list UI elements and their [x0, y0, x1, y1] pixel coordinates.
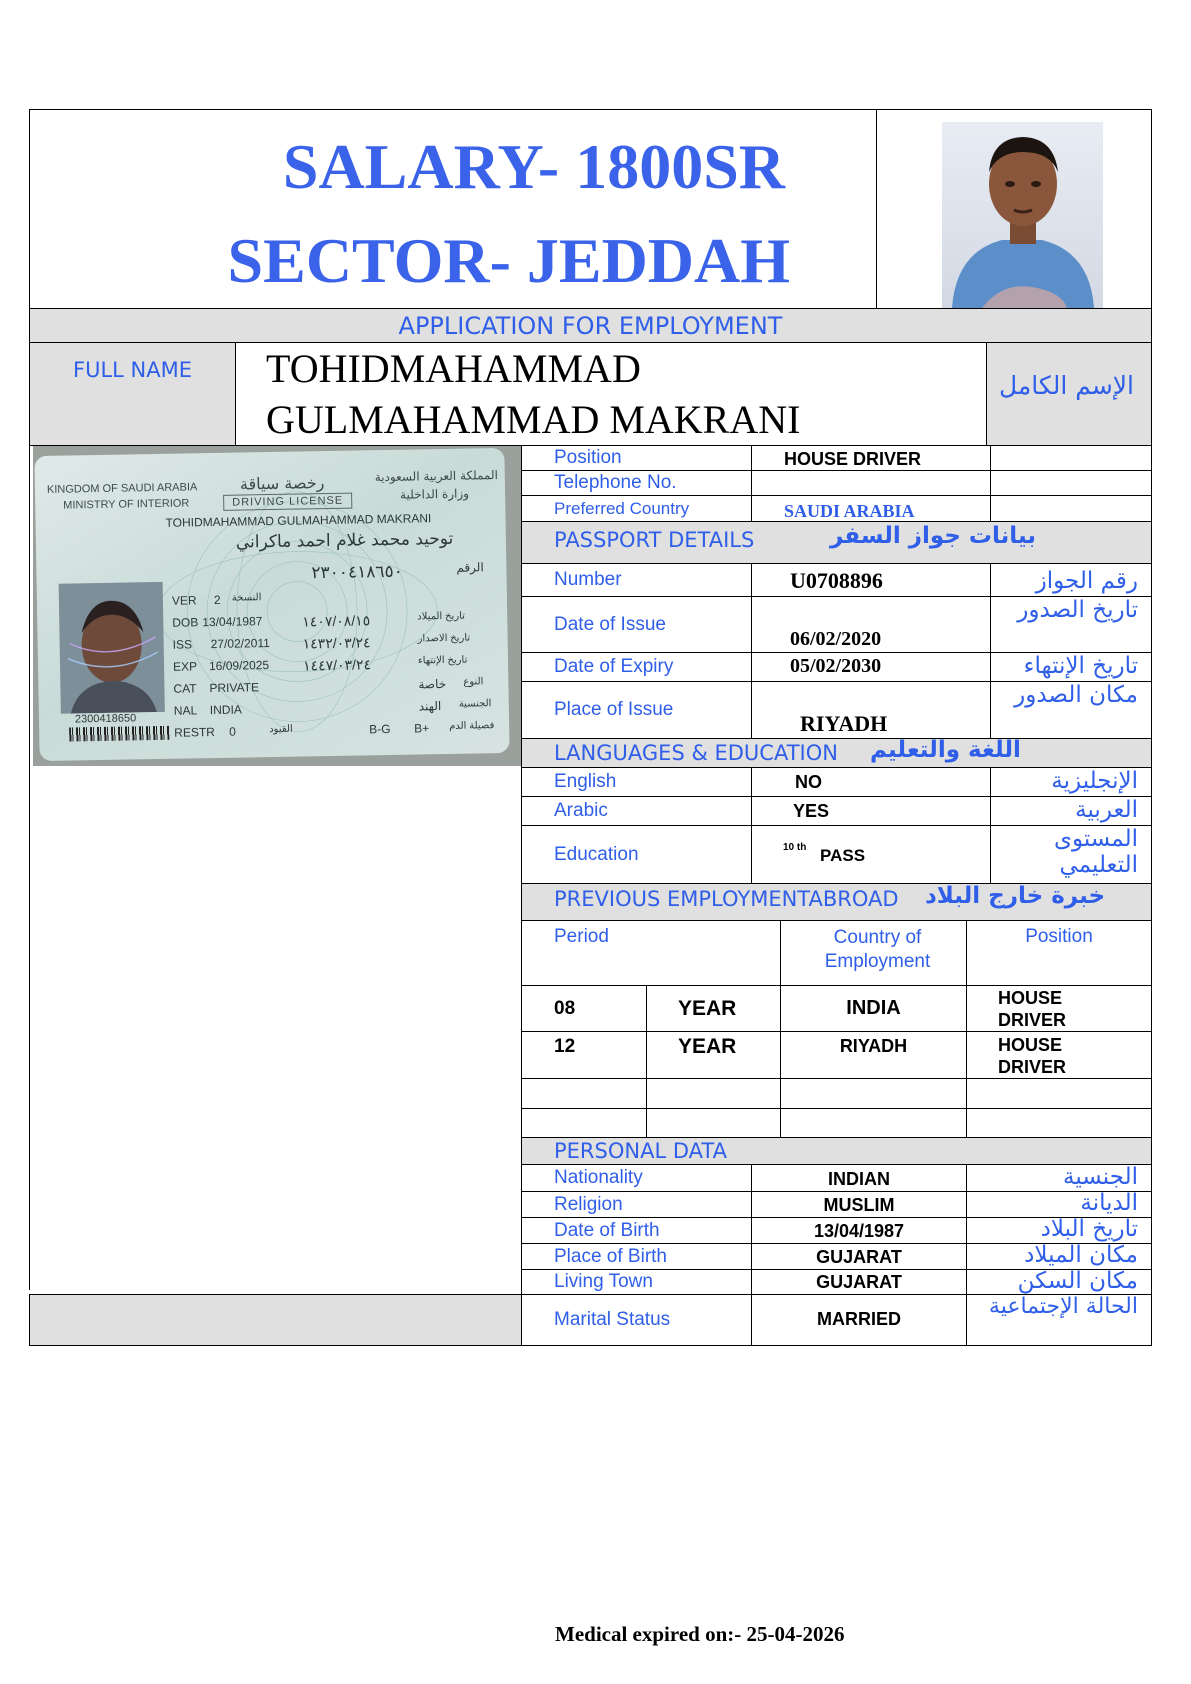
issue-date-ar: تاريخ الصدور: [1017, 597, 1138, 623]
license-field-ar-val: ١٤٠٧/٠٨/١٥: [302, 612, 371, 630]
license-grade: B-G: [369, 721, 391, 737]
employment-country: INDIA: [846, 997, 901, 1019]
form-title: APPLICATION FOR EMPLOYMENT: [398, 312, 783, 340]
employment-row: [521, 1108, 1152, 1138]
left-column-border: [29, 445, 30, 1290]
basic-col-divider: [751, 445, 752, 522]
license-field-ar-label: النوع: [463, 676, 484, 688]
passport-number-ar: رقم الجواز: [1035, 568, 1138, 594]
header-divider: [876, 109, 877, 309]
license-field-key: DOB: [172, 615, 199, 630]
nationality-value: INDIAN: [828, 1169, 890, 1189]
license-field-ar-label: تاريخ الإنتهاء: [417, 654, 468, 667]
position-col-header: Position: [1025, 926, 1093, 947]
license-field-key: CAT: [173, 681, 197, 696]
license-field-key: NAL: [173, 703, 198, 718]
period-col-header: Period: [554, 926, 609, 947]
license-field-key: RESTR: [174, 725, 216, 740]
license-fields: [172, 588, 505, 748]
full-name-label: FULL NAME: [73, 358, 192, 382]
arabic-value: YES: [793, 801, 830, 821]
license-field-ar-label: تاريخ الاصدار: [417, 632, 471, 645]
license-field-ar-label: تاريخ الميلاد: [417, 610, 466, 623]
license-title-en: DRIVING LICENSE: [223, 493, 352, 511]
salary-heading: SALARY- 1800SR: [282, 131, 785, 202]
license-field-key: ISS: [172, 637, 193, 652]
license-field-val: 13/04/1987: [202, 614, 263, 630]
employment-unit: YEAR: [678, 1035, 737, 1058]
dob-ar: تاريخ البلاد: [1040, 1216, 1138, 1242]
dob-value: 13/04/1987: [813, 1221, 905, 1241]
license-barcode: [69, 726, 169, 742]
license-name-ar: توحيد محمد غلام احمد ماكراني: [235, 528, 454, 553]
issue-place-ar: مكان الصدور: [1014, 682, 1138, 708]
employment-row: [521, 1078, 1152, 1109]
issue-date-value: 06/02/2020: [790, 628, 882, 650]
employment-num: 12: [554, 1036, 576, 1057]
medical-expiry: Medical expired on:- 25-04-2026: [555, 1622, 845, 1646]
english-label: English: [554, 771, 617, 792]
passport-number-label: Number: [554, 569, 622, 590]
license-ministry-ar: وزارة الداخلية: [399, 486, 470, 502]
license-field-key: VER: [171, 593, 197, 608]
employment-num: 08: [554, 998, 576, 1019]
license-kingdom-ar: المملكة العربية السعودية: [374, 468, 499, 485]
left-bottom-grey-cell: [29, 1294, 522, 1346]
license-field-ar-label: النسخة: [231, 592, 262, 604]
english-ar: الإنجليزية: [1051, 768, 1138, 794]
living-town-label: Living Town: [554, 1271, 653, 1292]
license-field-ar-val: خاصة: [418, 676, 447, 692]
dob-label: Date of Birth: [554, 1219, 660, 1241]
employment-position: HOUSE DRIVER: [998, 988, 1067, 1030]
languages-heading-ar: اللغة والتعليم: [870, 737, 1021, 763]
license-field-val: 0: [229, 724, 237, 739]
marital-status-label: Marital Status: [554, 1309, 671, 1330]
position-label: Position: [554, 447, 622, 468]
license-field-key: EXP: [172, 659, 198, 674]
passport-number-value: U0708896: [790, 568, 883, 593]
license-field-val: 16/09/2025: [208, 658, 270, 674]
expiry-date-label: Date of Expiry: [554, 656, 674, 677]
license-number-ar: ٢٣٠٠٤١٨٦٥٠: [311, 561, 403, 584]
religion-label: Religion: [554, 1193, 623, 1215]
employment-heading-ar: خبرة خارج البلاد: [925, 883, 1106, 909]
employment-country: RIYADH: [839, 1036, 908, 1056]
living-town-value: GUJARAT: [816, 1272, 902, 1292]
license-holder-photo: [59, 582, 165, 714]
language-col-divider: [751, 767, 752, 884]
marital-status-value: MARRIED: [817, 1309, 901, 1329]
full-name-line2: GULMAHAMMAD MAKRANI: [266, 397, 801, 442]
license-title-ar: رخصة سياقة: [239, 473, 325, 494]
license-country: KINGDOM OF SAUDI ARABIA: [46, 481, 198, 496]
personal-heading: PERSONAL DATA: [554, 1139, 727, 1163]
license-blood-label-ar: فصيلة الدم: [449, 720, 495, 732]
issue-date-label: Date of Issue: [554, 613, 666, 635]
marital-status-ar: الحالة الإجتماعية: [988, 1294, 1138, 1319]
living-town-ar: مكان السكن: [1017, 1268, 1138, 1294]
expiry-date-ar: تاريخ الإنتهاء: [1023, 653, 1138, 679]
telephone-label: Telephone No.: [554, 472, 677, 493]
expiry-date-value: 05/02/2030: [790, 655, 882, 677]
english-value: NO: [795, 772, 822, 792]
license-field-ar-label: القيود: [269, 723, 293, 736]
license-field-ar-val: ١٤٣٢/٠٣/٢٤: [302, 634, 371, 652]
passport-heading-ar: بيانات جواز السفر: [830, 523, 1036, 549]
license-name-en: TOHIDMAHAMMAD GULMAHAMMAD MAKRANI: [165, 511, 432, 530]
birthplace-ar: مكان الميلاد: [1024, 1242, 1138, 1268]
employment-unit: YEAR: [678, 997, 737, 1020]
country-col-header: Country of Employment: [824, 927, 931, 972]
license-card-body: [34, 448, 509, 761]
employment-col-divider: [780, 920, 781, 986]
sector-heading: SECTOR- JEDDAH: [227, 225, 790, 296]
arabic-label: Arabic: [554, 800, 608, 821]
nationality-ar: الجنسية: [1063, 1164, 1138, 1190]
employment-row-divider: [646, 985, 647, 1138]
birthplace-value: GUJARAT: [816, 1247, 902, 1267]
license-field-row: [174, 720, 504, 748]
driving-license-image: [33, 446, 521, 766]
full-name-line1: TOHIDMAHAMMAD: [266, 346, 641, 391]
passport-heading: PASSPORT DETAILS: [554, 528, 755, 552]
arabic-ar: العربية: [1075, 797, 1138, 823]
languages-heading: LANGUAGES & EDUCATION: [554, 741, 838, 765]
license-field-ar-val: ١٤٤٧/٠٣/٢٤: [302, 656, 372, 674]
education-label: Education: [554, 843, 639, 865]
religion-ar: الديانة: [1080, 1190, 1138, 1216]
education-grade: 10 th: [783, 842, 807, 853]
education-value: PASS: [820, 846, 866, 865]
issue-place-value: RIYADH: [800, 711, 888, 736]
license-field-val: INDIA: [209, 702, 242, 718]
license-field-val: PRIVATE: [209, 680, 260, 696]
religion-value: MUSLIM: [823, 1195, 895, 1215]
license-field-val: 27/02/2011: [210, 636, 270, 652]
license-blood-val: B+: [414, 721, 430, 736]
preferred-country-value: SAUDI ARABIA: [784, 501, 915, 521]
passport-col-divider: [751, 563, 752, 739]
preferred-country-label: Preferred Country: [554, 499, 690, 518]
issue-place-label: Place of Issue: [554, 699, 674, 720]
license-number-label-ar: الرقم: [456, 560, 484, 575]
employment-heading: PREVIOUS EMPLOYMENTABROAD: [554, 887, 899, 911]
full-name-label-ar: الإسم الكامل: [998, 371, 1134, 400]
license-field-val: 2: [213, 592, 221, 608]
license-field-ar-label: الجنسية: [458, 698, 492, 710]
employment-row-divider: [966, 985, 967, 1138]
birthplace-label: Place of Birth: [554, 1245, 667, 1267]
license-field-ar-val: الهند: [418, 699, 442, 714]
license-ministry: MINISTRY OF INTERIOR: [63, 497, 190, 512]
employment-position: HOUSE DRIVER: [998, 1035, 1067, 1077]
education-ar: المستوى التعليمي: [1053, 826, 1138, 879]
applicant-photo: [942, 122, 1103, 308]
license-barcode-number: 2300418650: [74, 712, 137, 726]
basic-col-divider: [990, 445, 991, 522]
position-value: HOUSE DRIVER: [784, 449, 922, 469]
nationality-label: Nationality: [554, 1167, 643, 1188]
